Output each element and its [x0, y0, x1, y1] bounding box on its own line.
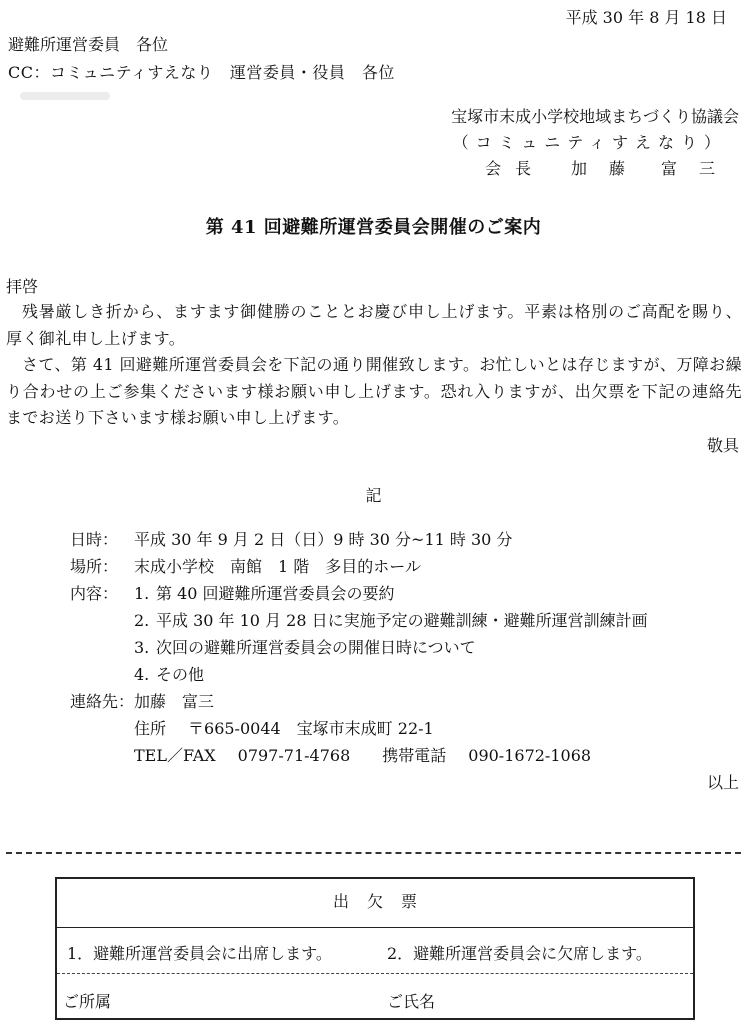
document-date: 平成 30 年 8 月 18 日: [565, 8, 727, 27]
cc-line: CC：コミュニティすえなり 運営委員・役員 各位: [8, 63, 395, 82]
cut-line: [6, 852, 741, 854]
place-value: 末成小学校 南館 1 階 多目的ホール: [134, 557, 421, 576]
contact-label: 連絡先：: [70, 692, 135, 711]
absent-option[interactable]: 2．避難所運営委員会に欠席します。: [387, 944, 652, 963]
tel-fax-value: 0797-71-4768: [237, 746, 351, 765]
addressee-line: 避難所運営委員 各位: [8, 35, 169, 54]
scan-smudge: [20, 92, 110, 100]
opening-greeting: 拝啓: [6, 277, 39, 296]
agenda-item-text: 第 40 回避難所運営委員会の要約: [156, 584, 395, 603]
notice-heading: 記: [365, 486, 382, 505]
agenda-item: [134, 635, 476, 658]
attendance-form: [55, 877, 695, 1020]
address-value: 〒665-0044 宝塚市末成町 22-1: [188, 719, 434, 738]
affiliation-field[interactable]: ご所属: [63, 992, 112, 1011]
sender-role: 会長: [484, 159, 545, 178]
contact-name: 加藤 富三: [134, 692, 215, 711]
agenda-item-number: 2.: [134, 611, 150, 630]
body-paragraph: さて、第 41 回避難所運営委員会を下記の通り開催致します。お忙しいとは存じますが、万障お繰り合わせの上ご参集くださいます様お願い申し上げます。恐れ入りますが、出欠票を下記の連絡先までお送り下さいます様お願い申し上げます。: [6, 355, 742, 427]
agenda-item-text: 次回の避難所運営委員会の開催日時について: [156, 638, 476, 657]
agenda-item-text: その他: [156, 665, 205, 684]
contact-line: [70, 689, 214, 712]
phone-line: [134, 743, 591, 766]
place-label: 場所：: [70, 557, 119, 576]
mobile-value: 090-1672-1068: [468, 746, 592, 765]
sender-organization: 宝塚市末成小学校地域まちづくり協議会: [451, 107, 739, 126]
document-title: 第 41 回避難所運営委員会開催のご案内: [205, 217, 542, 238]
agenda-item: [134, 608, 648, 631]
sender-chair: [485, 156, 737, 179]
content-label: 内容：: [70, 584, 119, 603]
body-paragraph: 残暑厳しき折から、ますます御健勝のこととお慶び申し上げます。平素は格別のご高配を賜り、厚く御礼申し上げます。: [6, 302, 742, 348]
attendance-form-title: 出欠票: [57, 879, 693, 928]
letter-body: [6, 299, 742, 432]
address-line: [134, 716, 434, 739]
end-mark: 以上: [706, 773, 739, 792]
datetime-label: 日時：: [70, 530, 119, 549]
form-divider: [57, 973, 693, 974]
address-label: 住所: [134, 719, 167, 738]
agenda-item: [134, 662, 204, 685]
datetime-value: 平成 30 年 9 月 2 日（日）9 時 30 分~11 時 30 分: [134, 530, 513, 549]
tel-fax-label: TEL／FAX: [134, 746, 216, 765]
name-field[interactable]: ご氏名: [387, 992, 436, 1011]
sender-given-name: 富三: [660, 159, 737, 178]
attend-option[interactable]: 1．避難所運営委員会に出席します。: [67, 944, 332, 963]
agenda-item-text: 平成 30 年 10 月 28 日に実施予定の避難訓練・避難所運営訓練計画: [156, 611, 648, 630]
sender-family-name: 加藤: [570, 159, 647, 178]
sender-organization-alias: （コミュニティすえなり）: [452, 133, 727, 152]
closing-word: 敬具: [706, 436, 739, 455]
mobile-label: 携帯電話: [382, 746, 447, 765]
agenda-item-number: 1.: [134, 584, 150, 603]
agenda-item-number: 3.: [134, 638, 150, 657]
agenda-item: [134, 581, 395, 604]
agenda-item-number: 4.: [134, 665, 150, 684]
